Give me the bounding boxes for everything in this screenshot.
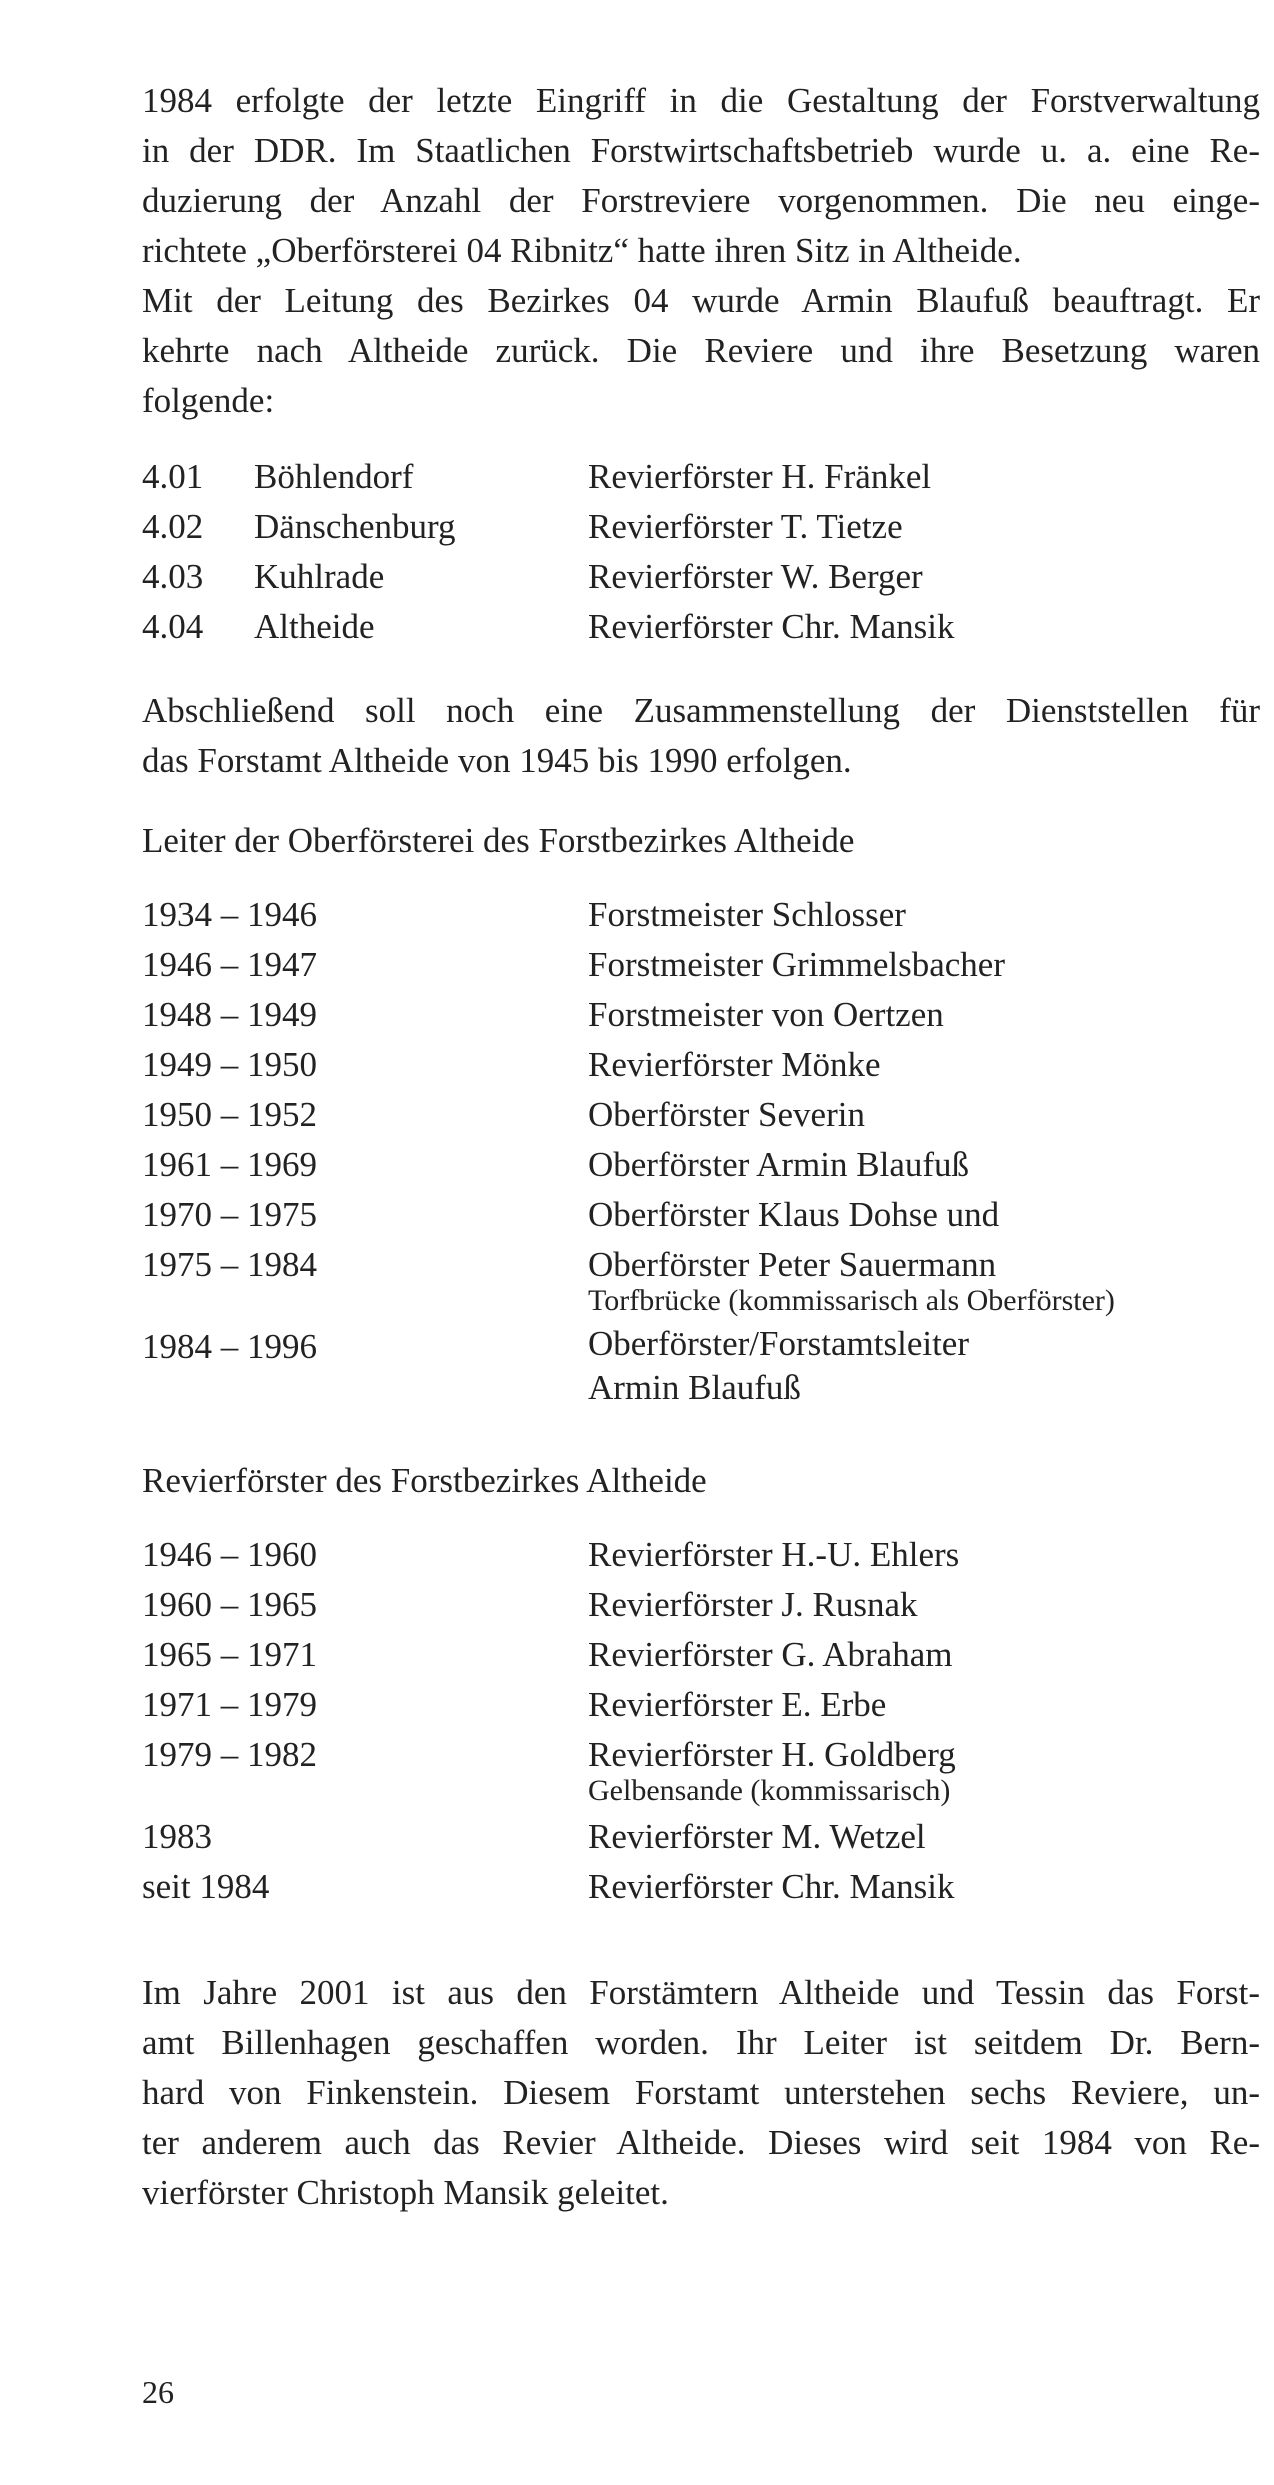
leiter-cell — [588, 1322, 1274, 1410]
summary-paragraph — [142, 686, 1260, 786]
revierfoerster-cell — [588, 1730, 1274, 1812]
leiter-person: Oberförster Severin — [588, 1095, 865, 1134]
revier-row — [142, 602, 1274, 652]
intro-line: in der DDR. Im Staatlichen Forstwirtschaftsbetrieb wurde u. a. eine Re- — [142, 131, 1260, 170]
summary-line: Abschließend soll noch eine Zusammenstellung der Dienststellen für — [142, 691, 1260, 730]
leiter-years: 1934 – 1946 — [142, 895, 317, 934]
revierfoerster-person: Revierförster J. Rusnak — [588, 1585, 918, 1624]
revierfoerster-heading: Revierförster des Forstbezirkes Altheide — [142, 1461, 707, 1500]
leiter-years: 1948 – 1949 — [142, 995, 317, 1034]
revierfoerster-note: Gelbensande (kommissarisch) — [588, 1774, 951, 1807]
closing-line: ter anderem auch das Revier Altheide. Dieses wird seit 1984 von Re- — [142, 2123, 1260, 2162]
revierfoerster-row — [142, 1630, 1274, 1680]
revier-code: 4.03 — [142, 557, 204, 596]
leiter-row — [142, 890, 1274, 940]
leiter-person: Oberförster Peter Sauermann — [588, 1245, 997, 1284]
leiter-years: 1970 – 1975 — [142, 1195, 317, 1234]
leiter-years: 1946 – 1947 — [142, 945, 317, 984]
closing-line: vierförster Christoph Mansik geleitet. — [142, 2173, 669, 2212]
page-number: 26 — [142, 2374, 174, 2410]
revierfoerster-person: Revierförster G. Abraham — [588, 1635, 953, 1674]
revierfoerster-years: seit 1984 — [142, 1867, 270, 1906]
closing-paragraph — [142, 1968, 1260, 2218]
leiter-row — [142, 1040, 1274, 1090]
leiter-person: Oberförster/Forstamtsleiter — [588, 1324, 970, 1363]
leiter-person: Forstmeister von Oertzen — [588, 995, 944, 1034]
leiter-person: Revierförster Mönke — [588, 1045, 881, 1084]
revierfoerster-row — [142, 1812, 1274, 1862]
intro-line: Mit der Leitung des Bezirkes 04 wurde Armin Blaufuß beauftragt. Er — [142, 281, 1260, 320]
revierfoerster-row — [142, 1862, 1274, 1912]
revierfoerster-years: 1960 – 1965 — [142, 1585, 317, 1624]
revier-row — [142, 552, 1274, 602]
leiter-list — [142, 890, 1274, 1410]
leiter-row — [142, 990, 1274, 1040]
revier-code: 4.01 — [142, 457, 204, 496]
closing-line: hard von Finkenstein. Diesem Forstamt unterstehen sechs Reviere, un- — [142, 2073, 1260, 2112]
revierfoerster-list — [142, 1530, 1274, 1912]
leiter-years: 1949 – 1950 — [142, 1045, 317, 1084]
leiter-person: Forstmeister Schlosser — [588, 895, 906, 934]
revierfoerster-person: Revierförster H.-U. Ehlers — [588, 1535, 960, 1574]
revierfoerster-years: 1983 — [142, 1817, 212, 1856]
revierfoerster-person: Revierförster Chr. Mansik — [588, 1867, 955, 1906]
leiter-person: Oberförster Armin Blaufuß — [588, 1145, 970, 1184]
leiter-row — [142, 1090, 1274, 1140]
intro-line: richtete „Oberförsterei 04 Ribnitz“ hatte ihren Sitz in Altheide. — [142, 231, 1022, 270]
revier-person: Revierförster W. Berger — [588, 557, 923, 596]
leiter-row — [142, 1140, 1274, 1190]
leiter-note: Torfbrücke (kommissarisch als Oberförster) — [588, 1284, 1115, 1317]
revier-place: Böhlendorf — [254, 457, 414, 496]
intro-paragraph — [142, 76, 1260, 426]
revierfoerster-years: 1946 – 1960 — [142, 1535, 317, 1574]
revier-row — [142, 452, 1274, 502]
intro-line: 1984 erfolgte der letzte Eingriff in die Gestaltung der Forstverwaltung — [142, 81, 1260, 120]
revierfoerster-person: Revierförster M. Wetzel — [588, 1817, 926, 1856]
leiter-years: 1984 – 1996 — [142, 1327, 317, 1366]
leiter-person-line2: Armin Blaufuß — [588, 1368, 801, 1407]
leiter-person: Forstmeister Grimmelsbacher — [588, 945, 1005, 984]
revierfoerster-years: 1971 – 1979 — [142, 1685, 317, 1724]
leiter-row — [142, 940, 1274, 990]
summary-line: das Forstamt Altheide von 1945 bis 1990 erfolgen. — [142, 741, 852, 780]
revier-code: 4.02 — [142, 507, 204, 546]
leiter-years: 1961 – 1969 — [142, 1145, 317, 1184]
revier-place: Altheide — [254, 607, 375, 646]
leiter-row — [142, 1240, 1274, 1322]
revier-row — [142, 502, 1274, 552]
closing-line: Im Jahre 2001 ist aus den Forstämtern Altheide und Tessin das Forst- — [142, 1973, 1260, 2012]
revierfoerster-years: 1979 – 1982 — [142, 1735, 317, 1774]
revierfoerster-person: Revierförster E. Erbe — [588, 1685, 887, 1724]
revierfoerster-row — [142, 1680, 1274, 1730]
reviere-list — [142, 452, 1274, 652]
revier-person: Revierförster T. Tietze — [588, 507, 903, 546]
intro-line: kehrte nach Altheide zurück. Die Reviere und ihre Besetzung waren — [142, 331, 1260, 370]
leiter-heading: Leiter der Oberförsterei des Forstbezirkes Altheide — [142, 821, 855, 860]
revier-person: Revierförster Chr. Mansik — [588, 607, 955, 646]
intro-line: folgende: — [142, 381, 275, 420]
revierfoerster-years: 1965 – 1971 — [142, 1635, 317, 1674]
leiter-years: 1950 – 1952 — [142, 1095, 317, 1134]
revier-place: Kuhlrade — [254, 557, 385, 596]
revier-person: Revierförster H. Fränkel — [588, 457, 932, 496]
revierfoerster-row — [142, 1730, 1274, 1812]
leiter-cell — [588, 1240, 1274, 1322]
leiter-row — [142, 1190, 1274, 1240]
leiter-row — [142, 1322, 1274, 1410]
intro-line: duzierung der Anzahl der Forstreviere vorgenommen. Die neu einge- — [142, 181, 1260, 220]
closing-line: amt Billenhagen geschaffen worden. Ihr Leiter ist seitdem Dr. Bern- — [142, 2023, 1260, 2062]
revier-place: Dänschenburg — [254, 507, 456, 546]
leiter-person: Oberförster Klaus Dohse und — [588, 1195, 1000, 1234]
revierfoerster-person: Revierförster H. Goldberg — [588, 1735, 956, 1774]
revier-code: 4.04 — [142, 607, 204, 646]
revierfoerster-row — [142, 1580, 1274, 1630]
revierfoerster-row — [142, 1530, 1274, 1580]
leiter-years: 1975 – 1984 — [142, 1245, 317, 1284]
